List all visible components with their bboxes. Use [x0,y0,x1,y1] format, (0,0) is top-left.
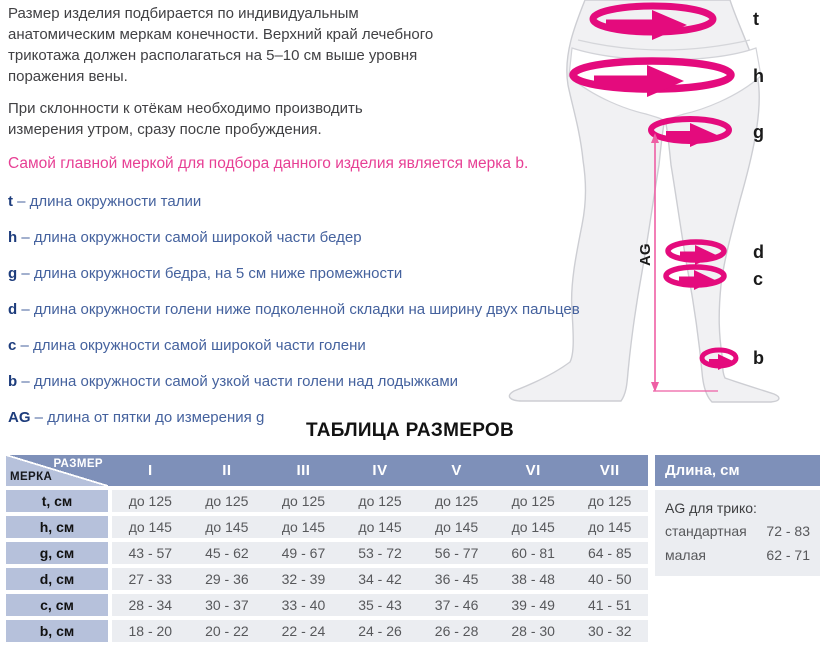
size-table [6,455,648,642]
highlight-paragraph: Самой главной меркой для подбора данного изделия является мерка b. [8,155,529,172]
row-label: t, см [6,490,108,512]
row-values [112,490,648,512]
length-row-value: 72 - 83 [766,523,810,539]
value-cell: до 145 [358,519,402,535]
length-row [665,543,810,567]
b-label: b [753,348,764,368]
length-panel-rows [665,519,810,567]
value-cell: 34 - 42 [358,571,402,587]
row-label: d, см [6,568,108,590]
value-cell: 37 - 46 [434,597,479,613]
value-cell: 43 - 57 [128,545,173,561]
intro-paragraph-2: При склонности к отёкам необходимо производить измерения утром, сразу после пробуждения. [8,100,363,138]
value-cell: 27 - 33 [128,571,173,587]
value-cell: 33 - 40 [281,597,326,613]
value-cell: до 125 [205,493,249,509]
table-corner-cell [6,455,108,486]
length-panel [655,455,820,576]
column-header-IV: IV [372,462,388,479]
size-column-headers [108,455,648,486]
c-label: c [753,269,764,289]
value-cell: 41 - 51 [587,597,632,613]
ag-figure-label: AG [637,243,654,266]
measurement-definition-t: t – длина окружности талии [8,193,202,210]
value-cell: до 125 [511,493,555,509]
measurement-definition-g: g – длина окружности бедра, на 5 см ниже промежности [8,265,403,282]
column-header-I: I [147,462,153,479]
value-cell: 26 - 28 [434,623,479,639]
value-cell: 36 - 45 [434,571,479,587]
row-values [112,516,648,538]
measurement-definition-d: d – длина окружности голени ниже подколенной складки на ширину двух пальцев [8,301,580,318]
instructions-text-column [8,3,648,436]
corner-label-measure: МЕРКА [10,471,53,483]
value-cell: 28 - 30 [511,623,555,639]
h-label: h [753,66,764,86]
g-label: g [753,122,764,142]
t-label: t [753,9,759,29]
value-cell: 32 - 39 [281,571,326,587]
row-label: b, см [6,620,108,642]
size-table-header-row [6,455,648,486]
measurement-definition-AG: AG – длина от пятки до измерения g [8,409,265,426]
row-values [112,542,648,564]
value-cell: 49 - 67 [281,545,326,561]
table-row [6,594,648,616]
value-cell: до 125 [128,493,172,509]
value-cell: 30 - 32 [587,623,632,639]
table-row [6,620,648,642]
value-cell: до 145 [588,519,632,535]
value-cell: 18 - 20 [128,623,173,639]
length-panel-body [655,490,820,576]
measurement-definition-b: b – длина окружности самой узкой части голени над лодыжками [8,373,459,390]
measurement-definitions-list [8,184,648,436]
value-cell: до 145 [281,519,326,535]
value-cell: 45 - 62 [205,545,249,561]
table-row [6,542,648,564]
column-header-VII: VII [599,462,620,479]
length-row-label: стандартная [665,523,747,539]
intro-paragraph-1: Размер изделия подбирается по индивидуальным анатомическим меркам конечности. Верхний край лечебного трикотажа должен располагаться на 5–10 см выше уровня поражения вены. [8,5,434,85]
value-cell: 28 - 34 [128,597,173,613]
table-row [6,516,648,538]
value-cell: до 125 [435,493,479,509]
value-cell: 60 - 81 [511,545,555,561]
length-row-label: малая [665,547,706,563]
value-cell: до 145 [435,519,479,535]
value-cell: 29 - 36 [205,571,249,587]
row-values [112,620,648,642]
value-cell: до 145 [205,519,249,535]
value-cell: 30 - 37 [205,597,249,613]
value-cell: до 125 [281,493,326,509]
column-header-VI: VI [525,462,541,479]
row-values [112,568,648,590]
size-table-body [6,490,648,642]
value-cell: 38 - 48 [511,571,555,587]
value-cell: 56 - 77 [434,545,479,561]
length-panel-title: Длина, см [655,455,820,486]
column-header-III: III [296,462,311,479]
value-cell: до 125 [588,493,632,509]
d-label: d [753,242,764,262]
length-row [665,519,810,543]
value-cell: 24 - 26 [358,623,402,639]
length-panel-subtitle: AG для трико: [665,500,757,516]
value-cell: до 145 [511,519,555,535]
table-row [6,490,648,512]
value-cell: 20 - 22 [205,623,249,639]
column-header-II: II [222,462,232,479]
value-cell: 53 - 72 [358,545,402,561]
value-cell: 40 - 50 [587,571,632,587]
value-cell: до 125 [358,493,402,509]
column-header-V: V [451,462,462,479]
value-cell: 22 - 24 [281,623,326,639]
value-cell: 35 - 43 [358,597,402,613]
length-row-value: 62 - 71 [766,547,810,563]
value-cell: 39 - 49 [511,597,555,613]
row-label: g, см [6,542,108,564]
row-label: h, см [6,516,108,538]
value-cell: до 145 [128,519,172,535]
measurement-definition-h: h – длина окружности самой широкой части бедер [8,229,362,246]
value-cell: 64 - 85 [587,545,632,561]
row-values [112,594,648,616]
table-row [6,568,648,590]
size-table-title: ТАБЛИЦА РАЗМЕРОВ [305,420,515,441]
row-label: c, см [6,594,108,616]
corner-label-size: РАЗМЕР [53,458,103,470]
measurement-definition-c: c – длина окружности самой широкой части голени [8,337,366,354]
